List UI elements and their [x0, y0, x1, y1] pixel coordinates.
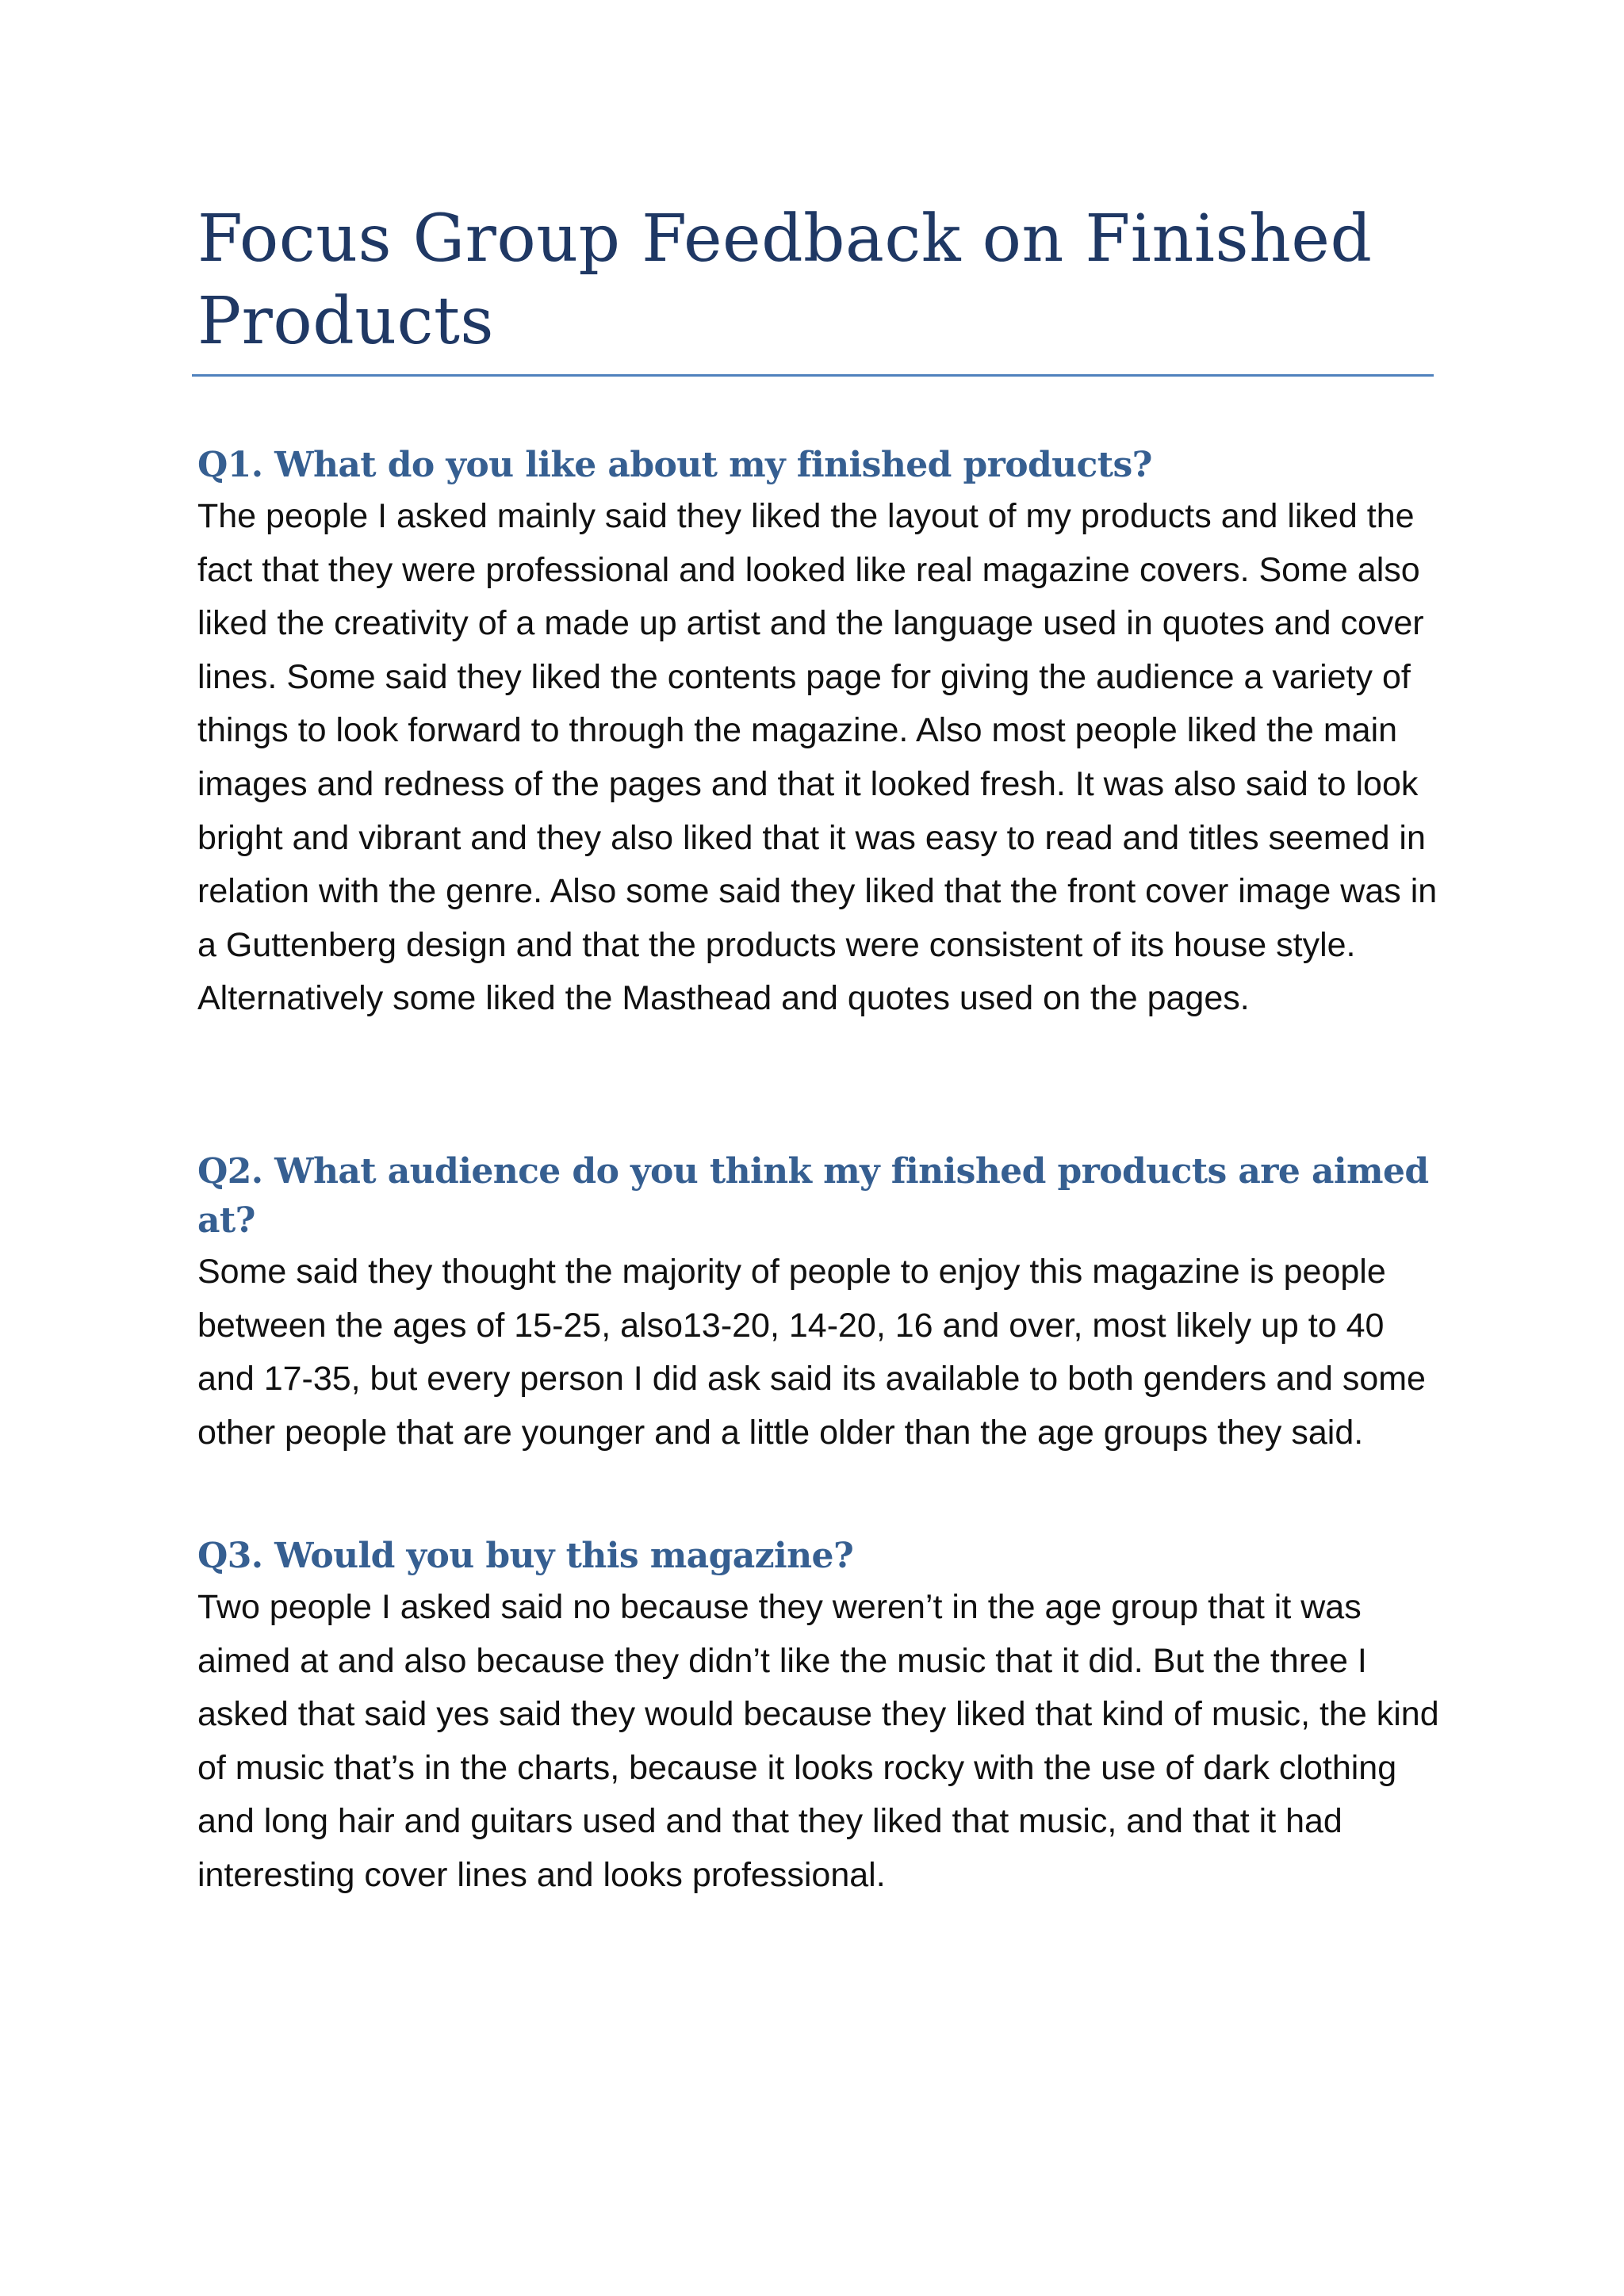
question-heading-3: Q3. Would you buy this magazine?: [197, 1536, 854, 1576]
question-section-1: [197, 441, 1442, 1026]
page-title: Focus Group Feedback on Finished Products: [197, 201, 1373, 359]
answer-paragraph-3: Two people I asked said no because they weren’t in the age group that it was aimed at and also because they didn’t like the music that it did. But the three I asked that said yes said they would because they liked that kind of music, the kind of music that’s in the charts, because it looks rocky with the use of dark clothing and long hair and guitars used and that they liked that music, and that it had interesting cover lines and looks professional.: [197, 1588, 1439, 1894]
question-section-2: [197, 1147, 1442, 1460]
answer-paragraph-2: Some said they thought the majority of people to enjoy this magazine is people between the ages of 15-25, also13-20, 14-20, 16 and over, most likely up to 40 and 17-35, but every person I did ask said its available to both genders and some other people that are younger and a little older than the age groups they said.: [197, 1253, 1426, 1452]
question-heading-2: Q2. What audience do you think my finished products are aimed at?: [197, 1151, 1429, 1241]
question-heading-1: Q1. What do you like about my finished products?: [197, 445, 1152, 485]
title-divider: [192, 374, 1434, 377]
title-area: [197, 198, 1434, 363]
answer-paragraph-1: The people I asked mainly said they liked the layout of my products and liked the fact that they were professional and looked like real magazine covers. Some also liked the creativity of a made up artist and the language used in quotes and cover lines. Some said they liked the contents page for giving the audience a variety of things to look forward to through the magazine. Also most people liked the main images and redness of the pages and that it looked fresh. It was also said to look bright and vibrant and they also liked that it was easy to read and titles seemed in relation with the genre. Also some said they liked that the front cover image was in a Guttenberg design and that the products were consistent of its house style. Alternatively some liked the Masthead and quotes used on the pages.: [197, 497, 1438, 1018]
question-section-3: [197, 1532, 1442, 1903]
